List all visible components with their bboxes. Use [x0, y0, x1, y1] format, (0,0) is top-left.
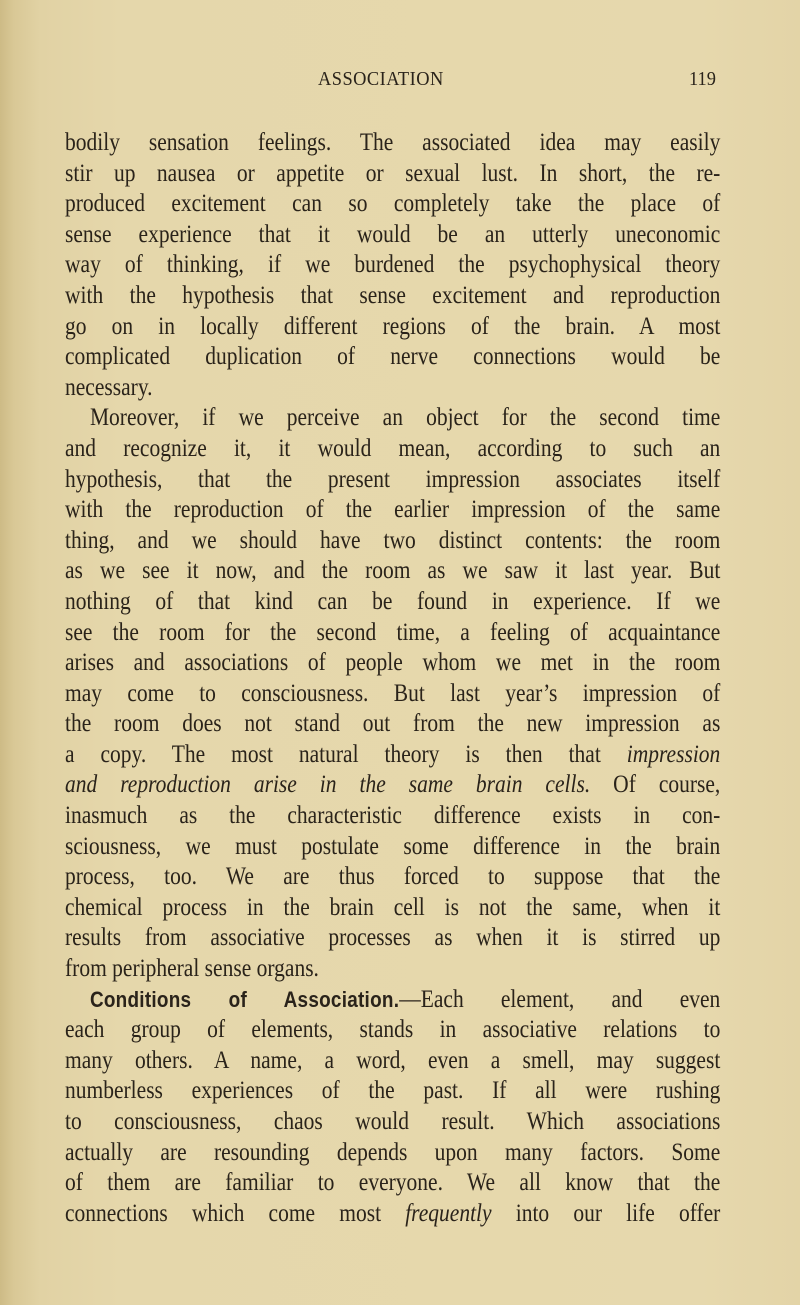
italic-text: frequently — [405, 1199, 492, 1227]
plain-text: connections which come most — [65, 1199, 406, 1227]
text-line: with the hypothesis that sense excitement and reproduction — [65, 281, 721, 309]
text-line: see the room for the second time, a feeling of acquaintance — [65, 618, 721, 646]
paragraph-3 — [65, 985, 720, 1230]
text-line: way of thinking, if we burdened the psychophysical theory — [65, 251, 721, 279]
text-line: the room does not stand out from the new impression as — [65, 710, 721, 738]
text-line: actually are resounding depends upon many factors. Some — [65, 1138, 721, 1166]
plain-text: into our life offer — [491, 1199, 721, 1227]
text-line: thing, and we should have two distinct contents: the room — [65, 526, 721, 554]
text-line: to consciousness, chaos would result. Which associations — [65, 1108, 721, 1135]
italic-text: impression — [626, 740, 721, 768]
text-line: of them are familiar to everyone. We all know that the — [65, 1169, 721, 1197]
text-line: go on in locally different regions of the brain. A most — [65, 312, 721, 340]
plain-text: Of course, — [590, 771, 721, 799]
text-line — [65, 1199, 720, 1230]
text-line: many others. A name, a word, even a smell, may suggest — [65, 1046, 721, 1074]
text-line: process, too. We are thus forced to suppose that the — [65, 863, 721, 891]
text-line: with the reproduction of the earlier impression of the same — [65, 496, 721, 524]
paragraph-1 — [65, 128, 720, 403]
page-number: 119 — [689, 68, 716, 90]
running-title: ASSOCIATION — [318, 68, 444, 90]
plain-text: a copy. The most natural theory is then that — [65, 740, 627, 768]
paragraph-2 — [65, 403, 720, 984]
text-line: chemical process in the brain cell is not the same, when it — [65, 893, 721, 921]
text-line — [65, 985, 720, 1016]
text-line: complicated duplication of nerve connections would be — [65, 343, 721, 371]
text-line: stir up nausea or appetite or sexual lust. In short, the re- — [65, 159, 721, 187]
text-line: produced excitement can so completely take the place of — [65, 190, 721, 218]
italic-text: and reproduction arise in the same brain cells. — [65, 771, 591, 799]
running-head — [0, 68, 800, 96]
text-line: each group of elements, stands in associative relations to — [65, 1016, 721, 1044]
plain-text: —Each element, and even — [399, 985, 721, 1013]
text-line: and recognize it, it would mean, according to such an — [65, 434, 721, 462]
text-line: bodily sensation feelings. The associated idea may easily — [65, 129, 721, 156]
text-line: necessary. — [65, 373, 153, 401]
section-heading: Conditions of Association. — [89, 986, 400, 1012]
text-line: Moreover, if we perceive an object for the second time — [89, 404, 721, 432]
text-line: may come to consciousness. But last year’s impression of — [65, 679, 721, 707]
text-line: inasmuch as the characteristic difference exists in con- — [65, 802, 721, 830]
text-line: as we see it now, and the room as we saw it last year. But — [65, 557, 721, 585]
text-line: arises and associations of people whom we met in the room — [65, 649, 721, 677]
text-line: sciousness, we must postulate some difference in the brain — [65, 832, 721, 860]
text-line: from peripheral sense organs. — [65, 955, 319, 983]
text-line: numberless experiences of the past. If all were rushing — [65, 1077, 721, 1105]
text-line — [65, 770, 720, 801]
body-text — [65, 128, 720, 1229]
text-line: hypothesis, that the present impression associates itself — [65, 465, 721, 493]
text-line: sense experience that it would be an utterly uneconomic — [65, 220, 721, 248]
text-line: results from associative processes as when it is stirred up — [65, 924, 721, 952]
text-line — [65, 740, 720, 771]
text-line: nothing of that kind can be found in experience. If we — [65, 587, 721, 615]
